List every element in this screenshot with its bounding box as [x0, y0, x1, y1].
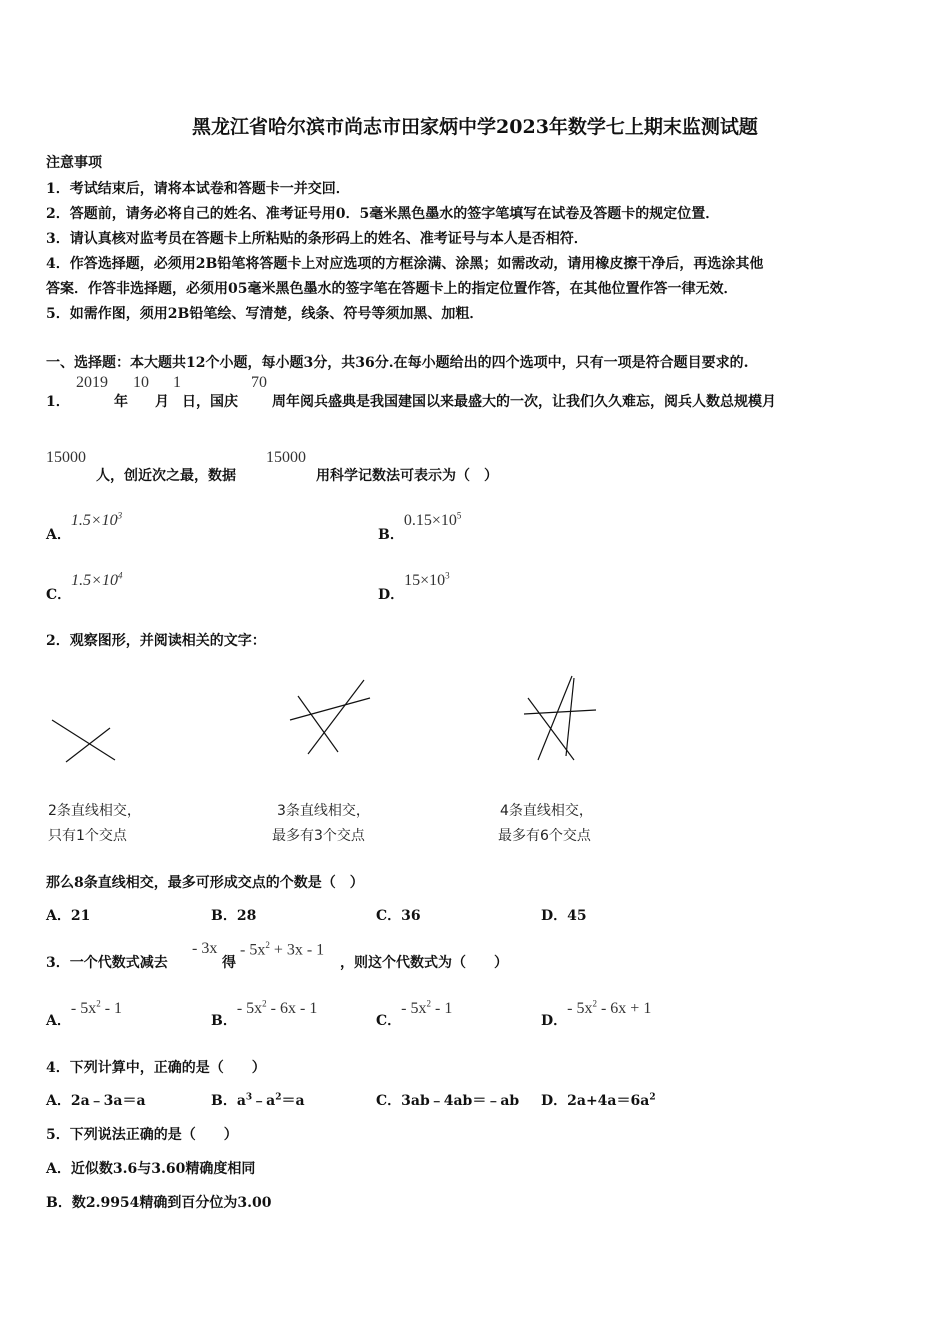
option-label: A．	[46, 908, 71, 924]
option-text: D．2a+4a＝6a	[541, 1093, 650, 1109]
q1-number-a: 15000	[46, 449, 86, 466]
option-expression: 0.15×10	[403, 512, 457, 529]
q3-option-a[interactable]	[46, 998, 123, 1029]
option-text: B．a	[211, 1093, 246, 1109]
option-exponent: 4	[117, 570, 123, 581]
option-label: C．	[376, 908, 402, 924]
figure-caption: 最多有3个交点	[272, 828, 365, 844]
note-item: 1．考试结束后，请将本试卷和答题卡一并交回．	[46, 181, 350, 197]
q1-option-d[interactable]	[378, 570, 450, 603]
q1-day: 1	[173, 374, 181, 391]
note-item: 3．请认真核对监考员在答题卡上所粘贴的条形码上的姓名、准考证号与本人是否相符．	[46, 231, 588, 247]
option-label: B．	[211, 1013, 237, 1029]
option-label: A．	[46, 527, 71, 543]
note-item: 4．作答选择题，必须用2B铅笔将答题卡上对应选项的方框涂满、涂黑；如需改动，请用橡皮擦干净后，再选涂其他	[46, 256, 764, 272]
note-item: 答案．作答非选择题，必须用05毫米黑色墨水的签字笔在答题卡上的指定位置作答，在其他位置作答一律无效．	[46, 281, 738, 297]
q2-option-b[interactable]	[211, 905, 256, 925]
q1-month: 10	[133, 374, 149, 391]
figure-line	[298, 696, 338, 752]
q3-expression-part: + 3x - 1	[269, 941, 325, 959]
q4-option-a[interactable]: A．2a﹣3a＝a	[46, 1093, 146, 1109]
q3-expression-part: - 3x	[192, 940, 218, 957]
option-text: 36	[401, 908, 421, 924]
q5-stem: 5．下列说法正确的是（ ）	[46, 1127, 238, 1143]
q2-option-a[interactable]	[46, 905, 90, 925]
q2-stem: 2．观察图形，并阅读相关的文字：	[46, 633, 266, 649]
option-label: C．	[46, 587, 72, 603]
option-exponent: 2	[96, 998, 101, 1009]
option-exponent: 3	[117, 510, 123, 521]
figure-3-lines	[282, 672, 382, 772]
option-exponent: 2	[262, 998, 267, 1009]
option-expression: - 5x	[236, 1000, 263, 1017]
option-label: B．	[211, 908, 237, 924]
figure-caption: 3条直线相交，	[277, 803, 370, 819]
option-text: 45	[567, 908, 587, 924]
option-expression: - 5x	[70, 1000, 97, 1017]
q1-number: 1．	[46, 394, 70, 410]
option-text: 21	[70, 908, 91, 924]
option-text: ＝a	[281, 1093, 305, 1109]
section-heading: 一、选择题：本大题共12个小题，每小题3分，共36分.在每小题给出的四个选项中，只有一项是符合题目要求的.	[46, 355, 749, 371]
figure-caption: 只有1个交点	[48, 828, 127, 844]
option-label: D．	[541, 908, 568, 924]
option-expression: 1.5×10	[70, 512, 118, 529]
q3-text: 得	[222, 955, 236, 971]
option-exponent: 2	[275, 1092, 282, 1103]
option-text: ﹣a	[252, 1093, 276, 1109]
q2-question: 那么8条直线相交，最多可形成交点的个数是（ ）	[46, 875, 364, 891]
q4-stem: 4．下列计算中，正确的是（ ）	[46, 1060, 266, 1076]
q2-option-c[interactable]	[376, 905, 421, 925]
q3-expression	[192, 940, 217, 958]
q1-text: 用科学记数法可表示为（ ）	[316, 468, 498, 484]
option-expression: 1.5×10	[71, 572, 118, 589]
q1-text: 月	[155, 394, 169, 410]
q3-option-b[interactable]	[211, 998, 318, 1029]
option-exponent: 2	[592, 998, 597, 1009]
q1-text: 年	[114, 394, 128, 410]
option-exponent: 3	[445, 570, 450, 581]
option-expression: - 1	[100, 1000, 123, 1017]
q4-option-d[interactable]	[541, 1090, 656, 1110]
q4-option-c[interactable]: C．3ab﹣4ab＝﹣ab	[376, 1093, 520, 1109]
option-exponent: 5	[456, 510, 462, 521]
q1-option-a[interactable]	[46, 510, 123, 543]
figure-caption: 最多有6个交点	[498, 828, 591, 844]
q1-text: 人，创近次之最，数据	[96, 468, 236, 484]
figure-line	[52, 720, 115, 760]
option-label: D．	[541, 1013, 568, 1029]
figure-line	[566, 678, 574, 756]
notes-heading: 注意事项	[46, 155, 102, 171]
q4-option-b[interactable]	[211, 1090, 305, 1110]
option-label: A．	[46, 1013, 71, 1029]
q1-text: 周年阅兵盛典是我国建国以来最盛大的一次，让我们久久难忘，阅兵人数总规模月	[272, 394, 776, 410]
q3-expression-part: 2	[265, 940, 270, 950]
option-expression: 15×10	[404, 572, 446, 589]
q1-year: 2019	[76, 374, 108, 391]
q1-anniversary: 70	[251, 374, 267, 391]
option-expression: - 1	[430, 1000, 453, 1017]
q3-expression-part: - 5x	[240, 941, 266, 959]
q1-number-b: 15000	[266, 449, 306, 466]
q1-option-c[interactable]	[46, 570, 123, 603]
figure-4-lines	[514, 672, 614, 772]
option-expression: - 6x - 1	[266, 1000, 318, 1017]
option-text: 28	[236, 908, 257, 924]
q3-option-c[interactable]	[376, 998, 453, 1029]
option-expression: - 5x	[567, 1000, 593, 1017]
q5-option-a[interactable]: A．近似数3.6与3.60精确度相同	[46, 1161, 256, 1177]
option-label: C．	[376, 1013, 402, 1029]
option-exponent: 3	[245, 1092, 253, 1103]
note-item: 5．如需作图，须用2B铅笔绘、写清楚，线条、符号等须加黑、加粗．	[46, 306, 484, 322]
option-label: B．	[378, 527, 404, 543]
q5-option-b[interactable]: B．数2.9954精确到百分位为3.00	[46, 1195, 272, 1211]
option-exponent: 2	[649, 1092, 656, 1103]
q1-option-b[interactable]	[378, 510, 462, 543]
q3-text: ，则这个代数式为（ ）	[340, 955, 508, 971]
figure-line	[524, 710, 596, 714]
option-expression: - 5x	[401, 1000, 427, 1017]
q2-option-d[interactable]	[541, 905, 587, 925]
option-expression: - 6x + 1	[596, 1000, 652, 1017]
figure-caption: 2条直线相交，	[48, 803, 141, 819]
q3-option-d[interactable]	[541, 998, 652, 1029]
figure-caption: 4条直线相交，	[500, 803, 593, 819]
figure-2-lines	[40, 680, 140, 780]
option-exponent: 2	[426, 998, 431, 1009]
note-item: 2．答题前，请务必将自己的姓名、准考证号用0．5毫米黑色墨水的签字笔填写在试卷及答题卡的规定位置．	[46, 206, 720, 222]
q1-text: 日，国庆	[182, 394, 238, 410]
q3-text: 3．一个代数式减去	[46, 955, 168, 971]
q3-expression	[240, 940, 324, 959]
figure-line	[308, 680, 364, 754]
option-label: D．	[378, 587, 405, 603]
page-title: 黑龙江省哈尔滨市尚志市田家炳中学2023年数学七上期末监测试题	[192, 116, 758, 138]
